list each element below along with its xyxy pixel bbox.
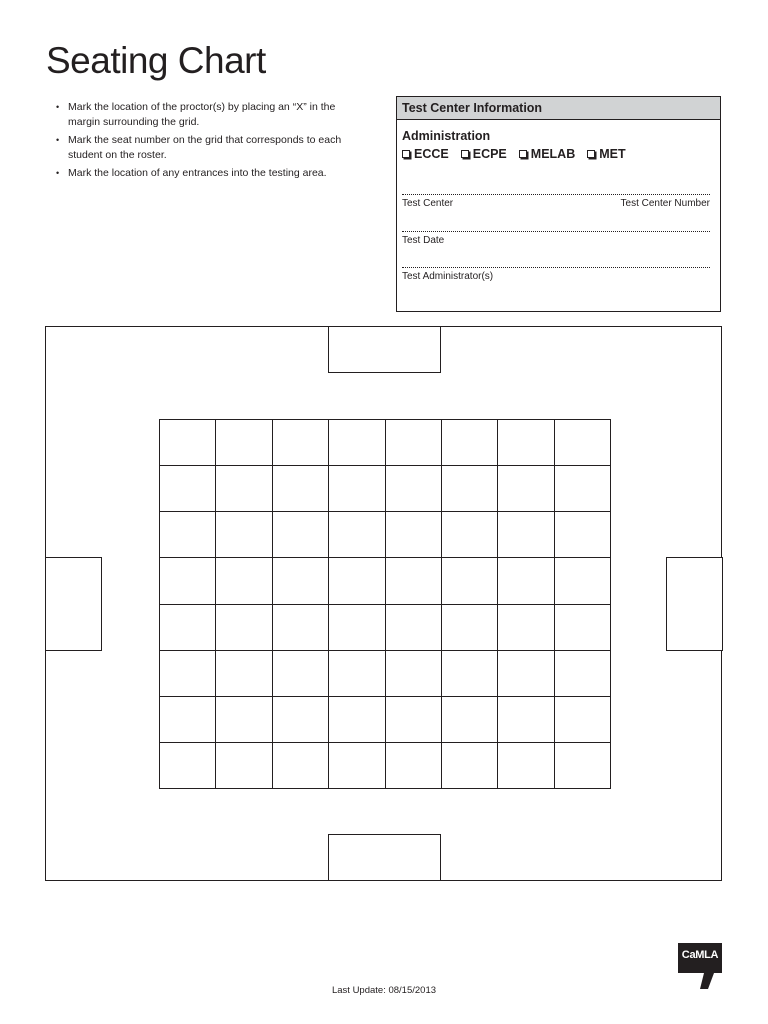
seat-cell[interactable]	[329, 558, 385, 604]
instructions-list	[56, 100, 366, 184]
testing-room	[45, 326, 722, 881]
instruction-item: • Mark the location of the proctor(s) by placing an “X” in the margin surrounding the grid.	[56, 100, 366, 130]
seat-cell[interactable]	[386, 466, 442, 512]
seat-cell[interactable]	[216, 466, 272, 512]
seat-cell[interactable]	[386, 697, 442, 743]
seat-cell[interactable]	[160, 605, 216, 651]
seat-cell[interactable]	[442, 743, 498, 789]
option-ecce[interactable]	[402, 147, 449, 161]
seat-cell[interactable]	[329, 651, 385, 697]
seat-cell[interactable]	[498, 697, 554, 743]
checkbox-icon[interactable]	[587, 150, 595, 158]
option-label: ECPE	[472, 147, 507, 161]
test-center-label: Test Center	[402, 198, 454, 209]
seat-cell[interactable]	[160, 743, 216, 789]
test-center-field[interactable]	[402, 194, 710, 195]
seat-cell[interactable]	[329, 697, 385, 743]
option-ecpe[interactable]	[461, 147, 507, 161]
seat-cell[interactable]	[216, 605, 272, 651]
seat-cell[interactable]	[329, 466, 385, 512]
seat-cell[interactable]	[555, 420, 611, 466]
seat-grid	[159, 419, 611, 789]
seat-cell[interactable]	[442, 605, 498, 651]
checkbox-icon[interactable]	[402, 150, 410, 158]
seat-cell[interactable]	[555, 466, 611, 512]
seat-cell[interactable]	[498, 558, 554, 604]
seat-cell[interactable]	[498, 605, 554, 651]
seat-cell[interactable]	[498, 512, 554, 558]
seat-cell[interactable]	[555, 651, 611, 697]
seat-cell[interactable]	[498, 466, 554, 512]
option-label: MELAB	[530, 147, 576, 161]
seat-cell[interactable]	[329, 605, 385, 651]
info-box-header: Test Center Information	[397, 97, 720, 120]
seat-cell[interactable]	[386, 420, 442, 466]
seat-cell[interactable]	[498, 743, 554, 789]
seat-cell[interactable]	[273, 420, 329, 466]
option-met[interactable]	[587, 147, 625, 161]
checkbox-icon[interactable]	[519, 150, 527, 158]
room-box-right	[666, 557, 723, 651]
last-update-text: Last Update: 08/15/2013	[331, 985, 437, 996]
seat-cell[interactable]	[386, 605, 442, 651]
seat-cell[interactable]	[555, 512, 611, 558]
option-label: ECCE	[414, 147, 449, 161]
seat-cell[interactable]	[498, 651, 554, 697]
seat-cell[interactable]	[216, 512, 272, 558]
administration-label: Administration	[402, 129, 491, 143]
option-label: MET	[599, 147, 626, 161]
test-date-label: Test Date	[402, 235, 445, 246]
seat-cell[interactable]	[498, 420, 554, 466]
seat-cell[interactable]	[216, 558, 272, 604]
option-melab[interactable]	[519, 147, 575, 161]
test-administrator-field[interactable]	[402, 267, 710, 268]
seat-cell[interactable]	[442, 420, 498, 466]
seat-cell[interactable]	[160, 697, 216, 743]
camla-logo	[678, 943, 722, 989]
seat-cell[interactable]	[329, 512, 385, 558]
seat-cell[interactable]	[160, 651, 216, 697]
administration-options	[402, 147, 626, 161]
test-administrator-label: Test Administrator(s)	[402, 271, 494, 282]
seat-cell[interactable]	[442, 651, 498, 697]
seat-cell[interactable]	[442, 466, 498, 512]
seat-cell[interactable]	[160, 512, 216, 558]
room-box-bottom	[328, 834, 441, 881]
seat-cell[interactable]	[442, 558, 498, 604]
seat-cell[interactable]	[273, 743, 329, 789]
instruction-item: • Mark the seat number on the grid that corresponds to each student on the roster.	[56, 133, 366, 163]
seat-cell[interactable]	[273, 512, 329, 558]
seat-cell[interactable]	[386, 558, 442, 604]
seat-cell[interactable]	[329, 420, 385, 466]
seat-cell[interactable]	[160, 558, 216, 604]
seat-cell[interactable]	[386, 651, 442, 697]
test-date-field[interactable]	[402, 231, 710, 232]
checkbox-icon[interactable]	[461, 150, 469, 158]
seat-cell[interactable]	[555, 558, 611, 604]
seat-cell[interactable]	[273, 651, 329, 697]
seat-cell[interactable]	[273, 558, 329, 604]
seat-cell[interactable]	[273, 605, 329, 651]
camla-logo-text: CaMLA	[681, 949, 719, 961]
seat-cell[interactable]	[216, 743, 272, 789]
seat-cell[interactable]	[555, 605, 611, 651]
seat-cell[interactable]	[216, 697, 272, 743]
seat-cell[interactable]	[329, 743, 385, 789]
seat-cell[interactable]	[442, 512, 498, 558]
room-box-left	[45, 557, 102, 651]
seat-cell[interactable]	[555, 697, 611, 743]
seat-cell[interactable]	[160, 420, 216, 466]
instruction-item: • Mark the location of any entrances into the testing area.	[56, 166, 366, 181]
seat-cell[interactable]	[273, 697, 329, 743]
seat-cell[interactable]	[273, 466, 329, 512]
seat-cell[interactable]	[442, 697, 498, 743]
test-center-info-box	[396, 96, 721, 312]
page-title: Seating Chart	[46, 40, 266, 81]
seat-cell[interactable]	[160, 466, 216, 512]
test-center-number-label: Test Center Number	[620, 198, 710, 209]
seat-cell[interactable]	[386, 743, 442, 789]
room-box-top	[328, 326, 441, 373]
seat-cell[interactable]	[555, 743, 611, 789]
seat-cell[interactable]	[386, 512, 442, 558]
seat-cell[interactable]	[216, 651, 272, 697]
seat-cell[interactable]	[216, 420, 272, 466]
